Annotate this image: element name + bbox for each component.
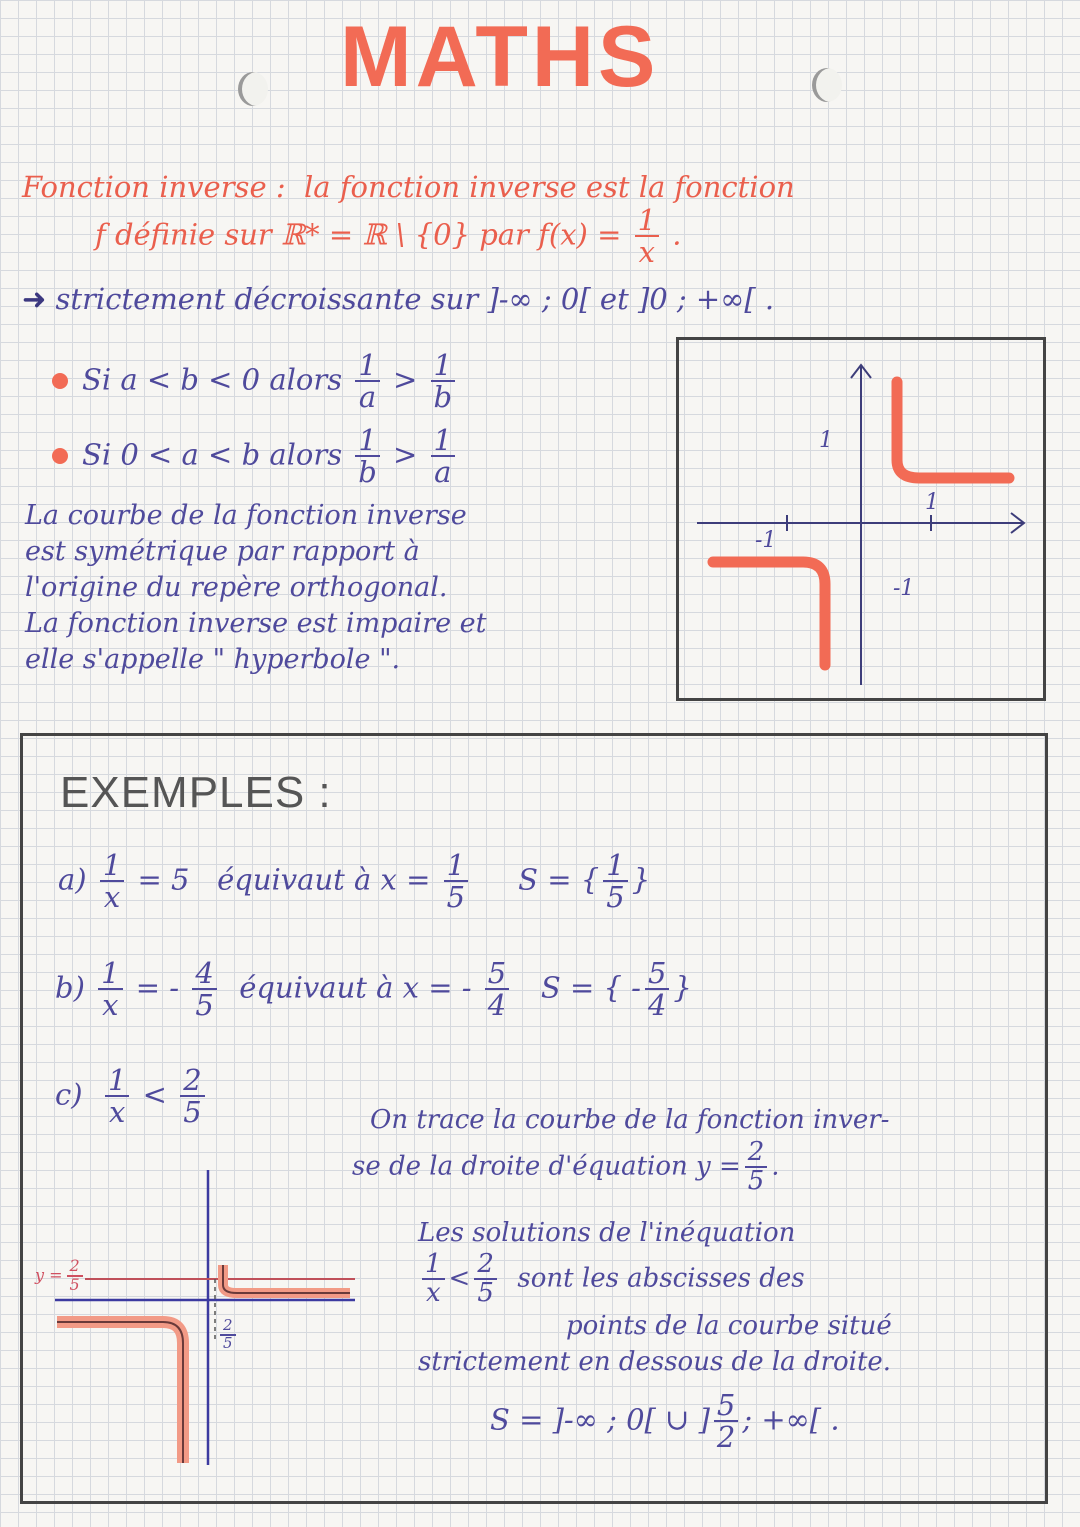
numerator: 1	[444, 850, 468, 882]
denominator: b	[433, 380, 453, 415]
numerator: 4	[192, 958, 216, 990]
equivalence-text: équivaut à x =	[217, 862, 431, 897]
tick-label-xm1: -1	[755, 528, 777, 553]
numerator: 2	[474, 1251, 497, 1280]
binder-hole-icon	[238, 72, 268, 106]
tick-label-ym1: -1	[893, 576, 915, 601]
paragraph-line: La courbe de la fonction inverse	[25, 500, 467, 531]
example-c	[55, 1065, 209, 1128]
denominator: 5	[195, 988, 214, 1023]
bullet-text: Si 0 < a < b alors	[82, 437, 343, 472]
monotony-text: strictement décroissante sur ]-∞ ; 0[ et ]0 ; +∞[ .	[55, 282, 775, 316]
solution-c	[490, 1390, 840, 1453]
operator: <	[142, 1077, 167, 1112]
fraction	[422, 1251, 445, 1308]
denominator: 4	[647, 988, 667, 1023]
fraction	[603, 850, 627, 913]
page-title: MATHS	[340, 9, 660, 105]
denominator: a	[358, 380, 377, 415]
tick-label-y1: 1	[819, 428, 833, 453]
paragraph-line: La fonction inverse est impaire et	[25, 608, 487, 639]
explanation-2	[418, 1215, 892, 1380]
explanation-line: On trace la courbe de la fonction inver-	[370, 1105, 890, 1135]
denominator: b	[358, 455, 377, 490]
fraction	[355, 350, 379, 413]
denominator: x	[638, 235, 656, 270]
numerator: 1	[603, 850, 627, 882]
numerator: 1	[355, 350, 379, 382]
numerator: 2	[180, 1065, 204, 1097]
denominator: 5	[606, 880, 625, 915]
numerator: 2	[220, 1318, 236, 1336]
denominator: x	[109, 1095, 126, 1130]
denominator: 2	[716, 1420, 736, 1455]
examples-heading: EXEMPLES :	[60, 768, 332, 817]
curve-negative-branch	[713, 562, 825, 665]
binder-hole-icon	[812, 68, 842, 102]
arrow-right-icon: ➜	[22, 282, 47, 316]
equation-rhs: = 5	[137, 862, 190, 897]
bullet-icon	[52, 373, 68, 389]
x-intersection-label	[216, 1318, 240, 1352]
numerator: 5	[714, 1390, 738, 1422]
definition-label: Fonction inverse :	[22, 170, 286, 204]
fraction	[745, 1139, 768, 1196]
solution-set: S = {	[518, 862, 600, 897]
fraction	[444, 850, 468, 913]
graph-drawing	[679, 340, 1043, 698]
period: .	[672, 217, 682, 252]
denominator: 5	[223, 1333, 233, 1352]
definition-line1	[22, 170, 795, 204]
brace: }	[673, 970, 692, 1005]
monotony-line	[22, 282, 774, 316]
denominator: x	[425, 1278, 441, 1309]
curve-positive-branch	[897, 382, 1009, 478]
explanation-1	[352, 1105, 890, 1197]
fraction	[67, 1258, 83, 1294]
paragraph-line: est symétrique par rapport à	[25, 536, 420, 567]
fraction	[474, 1251, 497, 1308]
explanation-line	[418, 1251, 892, 1308]
example-b	[55, 958, 692, 1021]
numerator: 1	[98, 958, 122, 990]
denominator: 5	[183, 1095, 202, 1130]
line-label	[35, 1258, 87, 1294]
tick-label-x1: 1	[925, 490, 939, 515]
denominator: x	[102, 988, 119, 1023]
explanation-line: points de la courbe situé	[566, 1310, 892, 1341]
fraction	[355, 425, 379, 488]
example-label: a)	[58, 862, 87, 897]
fraction	[645, 958, 669, 1021]
numerator: 1	[355, 425, 379, 457]
definition-text: la fonction inverse est la fonction	[304, 170, 795, 204]
example-a	[58, 850, 650, 913]
bullet-icon	[52, 448, 68, 464]
brace: }	[631, 862, 651, 897]
bullet-1	[52, 350, 459, 413]
explanation-line: strictement en dessous de la droite.	[418, 1346, 892, 1377]
bullet-2	[52, 425, 459, 488]
numerator: 5	[485, 958, 509, 990]
fraction	[714, 1390, 738, 1453]
solution-set: S = { -	[540, 970, 641, 1005]
explanation-line	[352, 1139, 889, 1196]
numerator: 1	[635, 205, 659, 237]
denominator: 5	[69, 1274, 80, 1294]
operator: >	[393, 437, 418, 472]
curve-negative-outline	[57, 1322, 183, 1463]
inequality-graph	[55, 1165, 365, 1475]
fraction	[192, 958, 216, 1021]
equation-rhs: = -	[135, 970, 180, 1005]
explanation-line: Les solutions de l'inéquation	[418, 1218, 796, 1248]
operator: >	[393, 362, 418, 397]
solution-text: ; +∞[ .	[742, 1402, 840, 1437]
denominator: 5	[446, 880, 466, 915]
hyperbola-paragraph	[25, 498, 486, 678]
explanation-text: sont les abscisses des	[517, 1263, 805, 1294]
curve-negative-branch	[57, 1322, 183, 1463]
definition-line2	[95, 205, 682, 268]
denominator: 5	[477, 1278, 494, 1309]
equivalence-text: équivaut à x = -	[239, 970, 472, 1005]
bullet-text: Si a < b < 0 alors	[82, 362, 343, 397]
fraction	[105, 1065, 129, 1128]
numerator: 1	[105, 1065, 129, 1097]
fraction	[485, 958, 509, 1021]
operator: <	[448, 1263, 471, 1294]
numerator: 1	[100, 850, 124, 882]
numerator: 2	[745, 1139, 768, 1168]
fraction	[180, 1065, 204, 1128]
denominator: x	[103, 880, 121, 915]
denominator: 4	[487, 988, 507, 1023]
paragraph-line: elle s'appelle " hyperbole ".	[25, 644, 401, 675]
period: .	[771, 1151, 780, 1182]
solution-text: S = ]-∞ ; 0[ ∪ ]	[490, 1402, 710, 1437]
denominator: a	[434, 455, 452, 490]
numerator: 1	[431, 350, 455, 382]
line-label-text: y =	[35, 1265, 63, 1285]
example-label: c)	[55, 1077, 83, 1112]
example-label: b)	[55, 970, 85, 1005]
numerator: 1	[431, 425, 455, 457]
fraction	[220, 1318, 236, 1352]
explanation-text: se de la droite d'équation y =	[352, 1151, 741, 1182]
fraction	[431, 350, 455, 413]
hyperbola-graph	[676, 337, 1046, 701]
paragraph-line: l'origine du repère orthogonal.	[25, 572, 448, 603]
numerator: 1	[422, 1251, 445, 1280]
fraction	[100, 850, 124, 913]
fraction	[635, 205, 659, 268]
numerator: 5	[645, 958, 669, 990]
fraction	[98, 958, 122, 1021]
definition-formula: f définie sur ℝ* = ℝ \ {0} par f(x) =	[95, 217, 622, 252]
numerator: 2	[67, 1258, 83, 1277]
denominator: 5	[747, 1166, 765, 1197]
fraction	[431, 425, 455, 488]
